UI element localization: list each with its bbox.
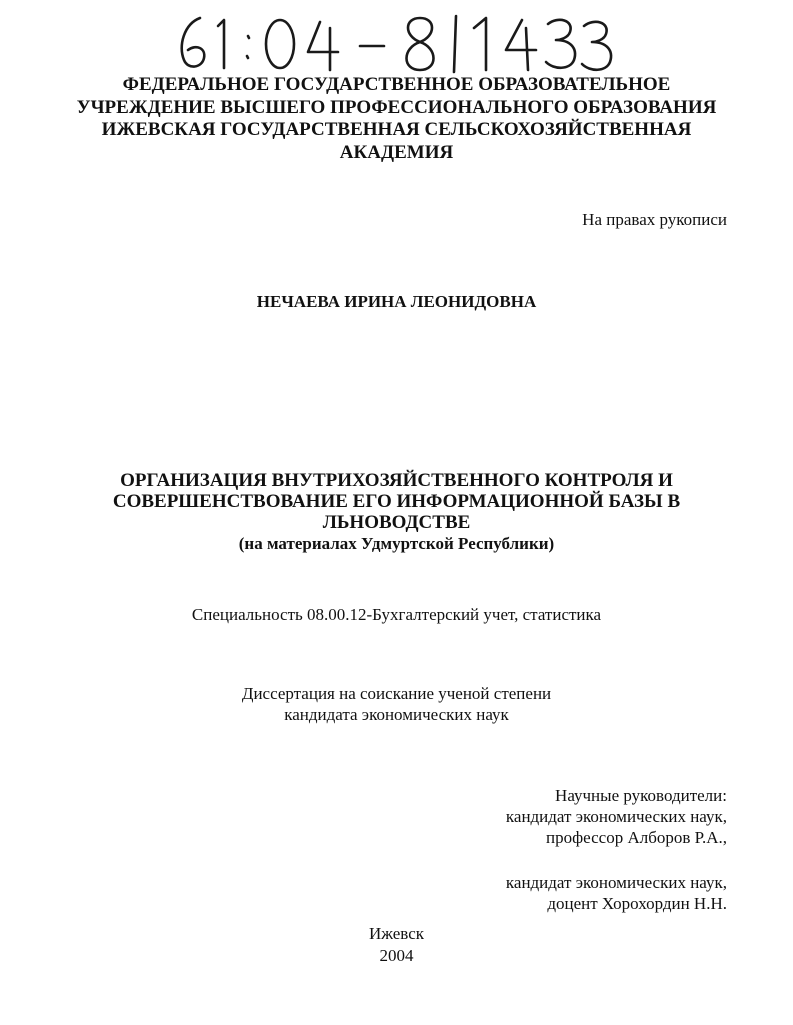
institution-line: АКАДЕМИЯ	[339, 141, 454, 163]
footer-city: Ижевск	[368, 924, 425, 943]
degree-line: Диссертация на соискание ученой степени	[241, 684, 552, 703]
rights-note: На правах рукописи	[582, 210, 727, 229]
spacer	[506, 848, 727, 872]
supervisor-name: доцент Хорохордин Н.Н.	[547, 894, 727, 913]
footer-place-year	[0, 923, 793, 967]
footer-year: 2004	[379, 946, 414, 965]
handwritten-archive-number	[170, 14, 620, 74]
supervisor-name: профессор Алборов Р.А.,	[546, 828, 727, 847]
title-subtitle: (на материалах Удмуртской Республики)	[238, 534, 555, 553]
author-name: НЕЧАЕВА ИРИНА ЛЕОНИДОВНА	[256, 292, 537, 311]
dissertation-title	[0, 470, 793, 555]
supervisor-degree: кандидат экономических наук,	[505, 807, 727, 826]
title-line: СОВЕРШЕНСТВОВАНИЕ ЕГО ИНФОРМАЦИОННОЙ БАЗЫ В	[112, 491, 681, 512]
supervisors-heading: Научные руководители:	[555, 786, 727, 805]
specialty-line: Специальность 08.00.12-Бухгалтерский учет, статистика	[191, 605, 602, 624]
institution-header	[0, 74, 793, 164]
institution-line: ИЖЕВСКАЯ ГОСУДАРСТВЕННАЯ СЕЛЬСКОХОЗЯЙСТВЕННАЯ	[101, 119, 692, 140]
institution-line: УЧРЕЖДЕНИЕ ВЫСШЕГО ПРОФЕССИОНАЛЬНОГО ОБРАЗОВАНИЯ	[76, 96, 717, 118]
supervisor-degree: кандидат экономических наук,	[505, 873, 727, 892]
title-line: ОРГАНИЗАЦИЯ ВНУТРИХОЗЯЙСТВЕННОГО КОНТРОЛЯ И	[120, 470, 673, 491]
degree-line: кандидата экономических наук	[284, 705, 509, 724]
supervisors-block	[506, 785, 727, 914]
title-line: ЛЬНОВОДСТВЕ	[322, 512, 471, 533]
dissertation-degree	[0, 683, 793, 725]
institution-line: ФЕДЕРАЛЬНОЕ ГОСУДАРСТВЕННОЕ ОБРАЗОВАТЕЛЬНОЕ	[122, 74, 671, 95]
